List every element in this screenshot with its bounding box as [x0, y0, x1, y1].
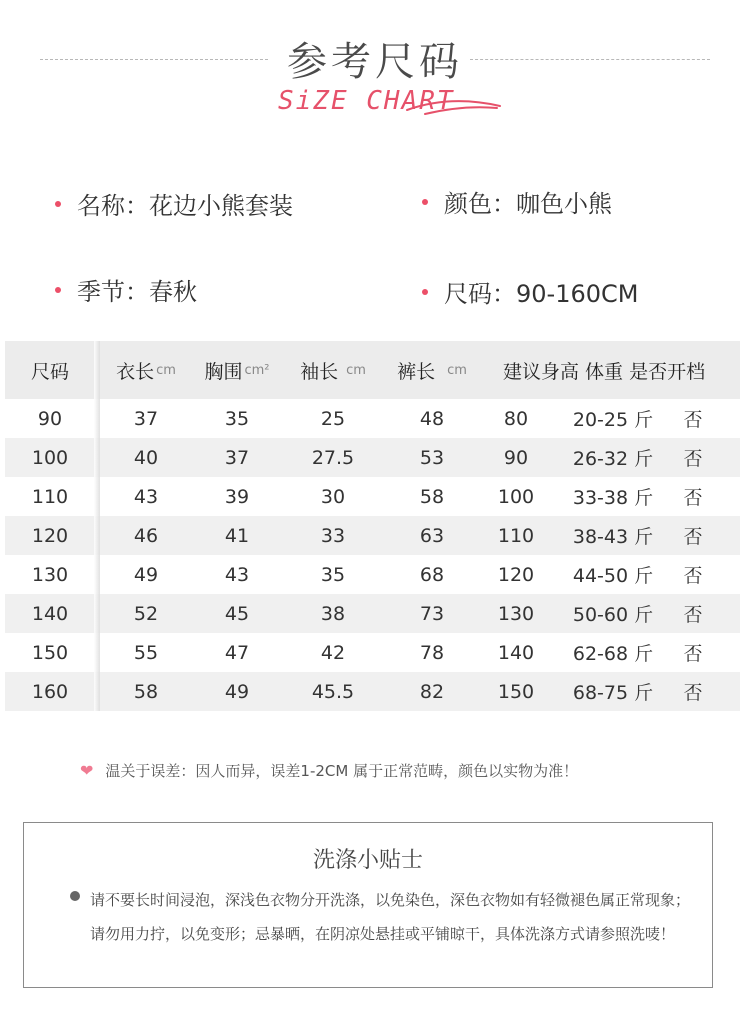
table-row	[5, 399, 740, 438]
cell-sleeve: 35	[320, 563, 346, 586]
table-row	[5, 477, 740, 516]
bullet-icon	[70, 891, 80, 901]
cell-chest: 43	[224, 563, 250, 586]
cell-height: 120	[497, 563, 535, 586]
cell-size: 130	[31, 563, 69, 586]
cell-chest: 41	[224, 524, 250, 547]
error-note: ❤ 温关于误差：因人而异，误差1-2CM 属于正常范畴，颜色以实物为准！	[80, 761, 579, 780]
info-season: 季节：春秋	[55, 272, 197, 307]
cell-sleeve: 38	[320, 602, 346, 625]
cell-length: 58	[133, 680, 159, 703]
cell-sleeve: 25	[320, 407, 346, 430]
cell-length: 55	[133, 641, 159, 664]
cell-sleeve: 30	[320, 485, 346, 508]
cell-weight: 44-50 斤	[572, 565, 654, 587]
cell-size: 150	[31, 641, 69, 664]
cell-weight: 33-38 斤	[572, 487, 654, 509]
size-table	[5, 341, 740, 711]
cell-sleeve: 42	[320, 641, 346, 664]
table-row	[5, 594, 740, 633]
cell-pants: 48	[419, 407, 445, 430]
cell-height: 130	[497, 602, 535, 625]
cell-weight: 26-32 斤	[572, 448, 654, 470]
bullet-icon	[55, 287, 61, 293]
cell-open-crotch: 否	[683, 682, 703, 704]
cell-length: 49	[133, 563, 159, 586]
cell-weight: 62-68 斤	[572, 643, 654, 665]
table-body	[5, 399, 740, 711]
cell-size: 140	[31, 602, 69, 625]
header-chest: 胸围 cm²	[204, 360, 270, 383]
cell-height: 140	[497, 641, 535, 664]
cell-height: 90	[503, 446, 529, 469]
header-length: 衣长 cm	[116, 360, 176, 383]
cell-pants: 53	[419, 446, 445, 469]
cell-size: 110	[31, 485, 69, 508]
cell-open-crotch: 否	[683, 448, 703, 470]
cell-open-crotch: 否	[683, 604, 703, 626]
header-pants: 裤长 cm	[397, 360, 467, 383]
table-row	[5, 516, 740, 555]
table-header	[5, 341, 740, 399]
info-color: 颜色：咖色小熊	[422, 184, 612, 219]
washing-tips-title: 洗涤小贴士	[312, 848, 423, 873]
cell-open-crotch: 否	[683, 487, 703, 509]
cell-length: 37	[133, 407, 159, 430]
cell-size: 120	[31, 524, 69, 547]
page-title: 参考尺码	[287, 39, 463, 85]
cell-sleeve: 27.5	[311, 446, 355, 469]
cell-chest: 35	[224, 407, 250, 430]
info-size: 尺码：90-160CM	[422, 274, 638, 309]
cell-size: 90	[37, 407, 63, 430]
cell-height: 100	[497, 485, 535, 508]
bullet-icon	[55, 201, 61, 207]
header-sleeve: 袖长 cm	[300, 360, 366, 383]
table-row	[5, 672, 740, 711]
header-size: 尺码	[30, 360, 69, 383]
cell-open-crotch: 否	[683, 526, 703, 548]
swoosh-decoration	[405, 92, 505, 122]
cell-chest: 45	[224, 602, 250, 625]
table-row	[5, 555, 740, 594]
page-subtitle: SiZE CHART	[278, 86, 455, 116]
cell-weight: 38-43 斤	[572, 526, 654, 548]
cell-chest: 47	[224, 641, 250, 664]
cell-length: 46	[133, 524, 159, 547]
cell-pants: 58	[419, 485, 445, 508]
info-name: 名称：花边小熊套装	[55, 186, 293, 221]
cell-height: 110	[497, 524, 535, 547]
cell-chest: 49	[224, 680, 250, 703]
cell-sleeve: 33	[320, 524, 346, 547]
cell-pants: 73	[419, 602, 445, 625]
table-row	[5, 633, 740, 672]
washing-tips-text: 请不要长时间浸泡，深浅色衣物分开洗涤，以免染色，深色衣物如有轻微褪色属正常现象；请勿用力拧，以免变形；忌暴晒，在阴凉处悬挂或平铺晾干，具体洗涤方式请参照洗唛！	[90, 891, 691, 943]
bullet-icon	[422, 199, 428, 205]
cell-length: 52	[133, 602, 159, 625]
cell-pants: 78	[419, 641, 445, 664]
washing-tips-box	[23, 822, 713, 988]
cell-length: 40	[133, 446, 159, 469]
table-row	[5, 438, 740, 477]
cell-chest: 39	[224, 485, 250, 508]
cell-height: 80	[503, 407, 529, 430]
cell-pants: 68	[419, 563, 445, 586]
bullet-icon	[422, 289, 428, 295]
cell-height: 150	[497, 680, 535, 703]
cell-open-crotch: 否	[683, 565, 703, 587]
cell-size: 100	[31, 446, 69, 469]
cell-weight: 50-60 斤	[572, 604, 654, 626]
cell-pants: 82	[419, 680, 445, 703]
header-height-weight-open: 建议身高 体重 是否开档	[503, 360, 706, 383]
cell-weight: 68-75 斤	[572, 682, 654, 704]
cell-chest: 37	[224, 446, 250, 469]
cell-length: 43	[133, 485, 159, 508]
cell-pants: 63	[419, 524, 445, 547]
heart-icon: ❤	[80, 761, 94, 780]
column-divider	[94, 341, 100, 711]
cell-open-crotch: 否	[683, 409, 703, 431]
cell-weight: 20-25 斤	[572, 409, 654, 431]
cell-sleeve: 45.5	[311, 680, 355, 703]
cell-size: 160	[31, 680, 69, 703]
cell-open-crotch: 否	[683, 643, 703, 665]
